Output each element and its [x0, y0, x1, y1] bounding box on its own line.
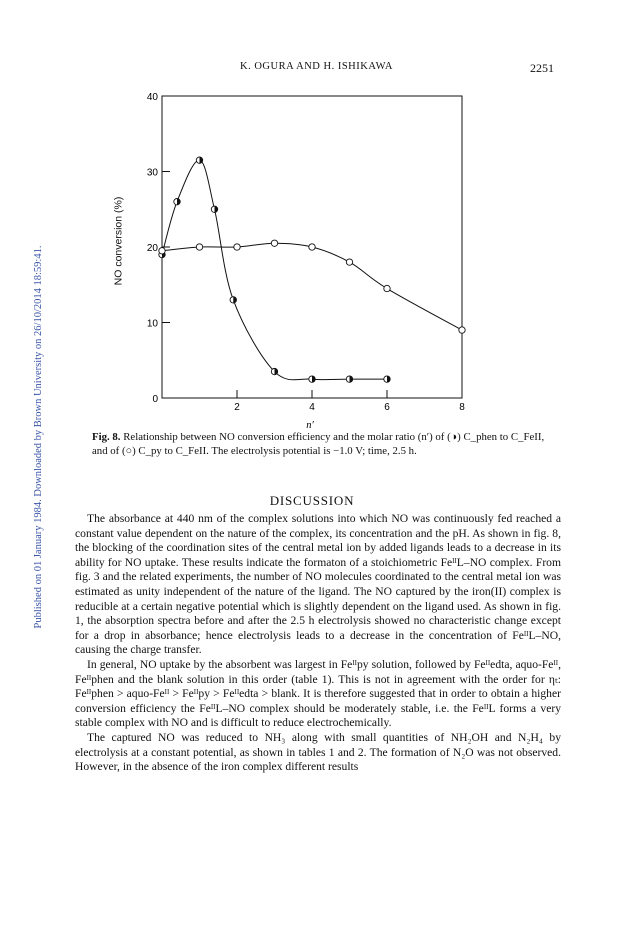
- series-1-point-6: [271, 368, 277, 374]
- series-2-line: [162, 243, 462, 330]
- series-1-point-4: [211, 206, 217, 212]
- page-number: 2251: [530, 61, 554, 75]
- series-1-point-7: [309, 376, 315, 382]
- series-2-point-5: [309, 244, 315, 250]
- download-watermark: Published on 01 January 1984. Downloaded by Brown University on 26/10/2014 18:59:41.: [33, 245, 44, 629]
- paragraph-1: The absorbance at 440 nm of the complex solutions into which NO was continuously fed reached a constant value dependent on the nature of the complex, its concentration and the pH. As shown in fig. 8, the blocking of the coordination sites of the central metal ion by added ligands leads to a decrease in its ability for NO uptake. These results indicate the formaton of a stoichiometric FeᴵᴵL–NO complex. From fig. 3 and the related experiments, the number of NO molecules coordinated to the central metal ion was estimated as unity independent of the nature of the ligand. The NO captured by the iron(II) complex is reducible at a certain negative potential which is slightly dependent on the ligand used. As shown in fig. 1, the absorption spectra before and after the 2.5 h electrolysis showed no characteristic change except for a drop in absorbance; hence electrolysis leads to a decrease in the concentration of FeᴵᴵL–NO, causing the charge transfer.: [75, 512, 561, 657]
- x-tick-label-6: 6: [384, 402, 390, 413]
- figure-caption-text: Relationship between NO conversion efficiency and the molar ratio (n′) of (◑) C_phen to C_FeII, and of (○) C_py to C_FeII. The electrolysis potential is −1.0 V; time, 2.5 h.: [92, 431, 545, 457]
- y-axis-label: NO conversion (%): [112, 196, 125, 286]
- y-tick-label-30: 30: [146, 167, 158, 179]
- series-2-point-1: [159, 248, 165, 254]
- figure-label: Fig. 8.: [92, 431, 121, 443]
- x-tick-label-2: 2: [234, 402, 240, 413]
- paragraph-2: In general, NO uptake by the absorbent was largest in Feᴵᴵpy solution, followed by Feᴵᴵedta, aquo-Feᴵᴵ, Feᴵᴵphen and the blank solution in this order (table 1). This is not in agreement with the order for ηₜ: Feᴵᴵphen > aquo-Feᴵᴵ > Feᴵᴵpy > Feᴵᴵedta > blank. It is therefore suggested that in order to obtain a higher conversion efficiency the FeᴵᴵL–NO complex should be moderately stable, i.e. the FeᴵᴵL forms a very stable complex with NO and is difficult to reduce electrochemically.: [75, 657, 561, 730]
- series-1-point-9: [384, 376, 390, 382]
- discussion-body: [75, 512, 561, 775]
- running-head-authors: K. OGURA AND H. ISHIKAWA: [240, 61, 393, 72]
- figure-caption: [92, 430, 562, 458]
- series-1-line: [162, 160, 387, 380]
- section-heading: DISCUSSION: [269, 493, 355, 508]
- series-2-point-2: [196, 244, 202, 250]
- paragraph-3: The captured NO was reduced to NH₃ along with small quantities of NH₂OH and N₂H₄ by electrolysis at a constant potential, as shown in tables 1 and 2. The formation of N₂O was not observed. However, in the absence of the iron complex different results: [75, 730, 561, 774]
- series-1-point-8: [346, 376, 352, 382]
- series-1-point-5: [230, 297, 236, 303]
- x-tick-label-4: 4: [309, 402, 315, 413]
- series-2-point-3: [234, 244, 240, 250]
- series-1-point-3: [196, 157, 202, 163]
- series-1-point-2: [174, 199, 180, 205]
- x-tick-label-8: 8: [459, 402, 465, 413]
- y-tick-label-10: 10: [146, 318, 158, 330]
- series-2-point-6: [346, 259, 352, 265]
- series-2-point-7: [384, 285, 390, 291]
- y-tick-label-0: 0: [152, 394, 158, 405]
- x-axis-label: n′: [306, 420, 314, 431]
- series-2-point-4: [271, 240, 277, 246]
- series-2-point-8: [459, 327, 465, 333]
- y-tick-label-20: 20: [146, 243, 158, 254]
- y-tick-label-40: 40: [146, 92, 158, 103]
